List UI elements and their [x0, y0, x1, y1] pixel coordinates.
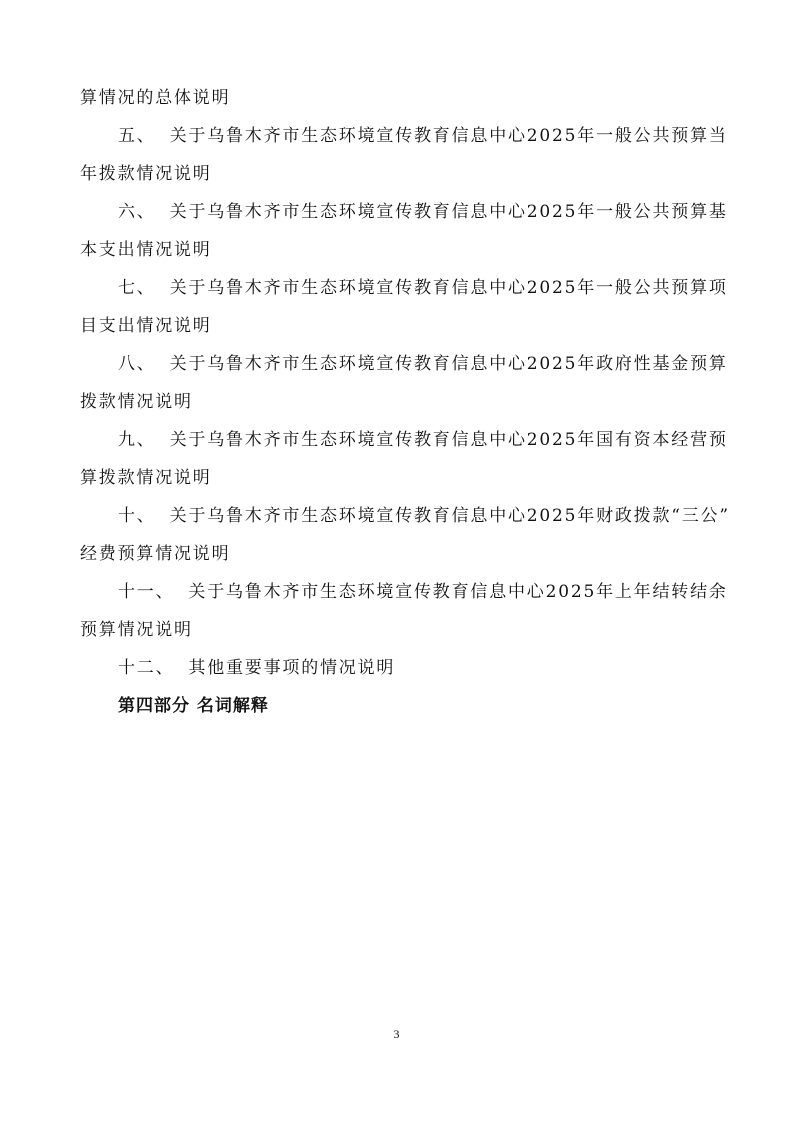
toc-item-text-wrap: 目支出情况说明 [80, 316, 212, 336]
toc-item-text: 关于乌鲁木齐市生态环境宣传教育信息中心2025年上年结转结余 [188, 582, 728, 602]
toc-item-8 [80, 350, 728, 416]
toc-item-number: 五、 [118, 126, 156, 146]
page-number: 3 [393, 1027, 400, 1041]
toc-item-9 [80, 426, 728, 492]
toc-item-number: 十二、 [118, 658, 175, 678]
toc-item-6 [80, 198, 728, 264]
section-heading: 第四部分 名词解释 [118, 696, 269, 716]
toc-item-text: 关于乌鲁木齐市生态环境宣传教育信息中心2025年一般公共预算基 [169, 202, 728, 222]
toc-item-10 [80, 502, 730, 568]
toc-item-text: 关于乌鲁木齐市生态环境宣传教育信息中心2025年国有资本经营预 [169, 430, 728, 450]
toc-item-number: 九、 [118, 430, 156, 450]
toc-item-number: 十、 [118, 506, 156, 526]
toc-item-12 [80, 654, 720, 682]
toc-item-text: 关于乌鲁木齐市生态环境宣传教育信息中心2025年财政拨款“三公” [169, 506, 730, 526]
toc-item-text: 关于乌鲁木齐市生态环境宣传教育信息中心2025年一般公共预算当 [169, 126, 728, 146]
toc-continuation-line: 算情况的总体说明 [80, 88, 231, 108]
toc-item-11 [80, 578, 728, 644]
toc-item-text: 其他重要事项的情况说明 [188, 658, 396, 678]
toc-item-text-wrap: 经费预算情况说明 [80, 544, 231, 564]
toc-item-text: 关于乌鲁木齐市生态环境宣传教育信息中心2025年政府性基金预算 [169, 354, 728, 374]
toc-item-7 [80, 274, 728, 340]
toc-item-text-wrap: 预算情况说明 [80, 620, 193, 640]
toc-item-number: 六、 [118, 202, 156, 222]
toc-item-number: 十一、 [118, 582, 175, 602]
toc-item-text-wrap: 拨款情况说明 [80, 392, 193, 412]
toc-item-text-wrap: 本支出情况说明 [80, 240, 212, 260]
table-of-contents [80, 84, 730, 730]
toc-item-text: 关于乌鲁木齐市生态环境宣传教育信息中心2025年一般公共预算项 [169, 278, 728, 298]
toc-item-number: 七、 [118, 278, 156, 298]
toc-item-text-wrap: 算拨款情况说明 [80, 468, 212, 488]
toc-item-text-wrap: 年拨款情况说明 [80, 164, 212, 184]
toc-item-number: 八、 [118, 354, 156, 374]
toc-item-5 [80, 122, 728, 188]
